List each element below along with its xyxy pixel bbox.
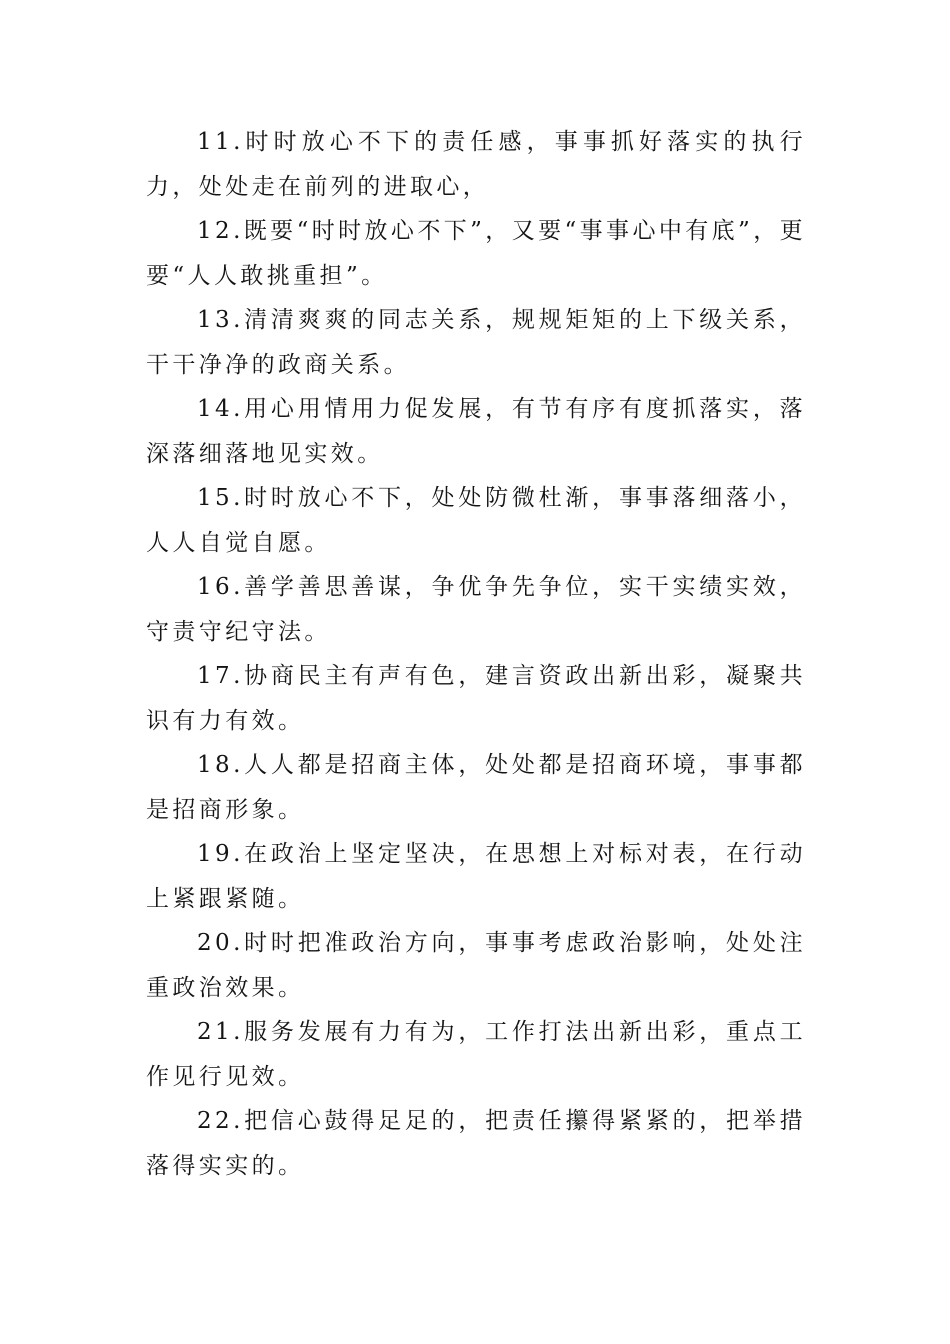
paragraph-17: 17.协商民主有声有色，建言资政出新出彩，凝聚共识有力有效。	[146, 663, 806, 734]
paragraph-11: 11.时时放心不下的责任感，事事抓好落实的执行力，处处走在前列的进取心，	[146, 129, 806, 200]
paragraph-15: 15.时时放心不下，处处防微杜渐，事事落细落小，人人自觉自愿。	[146, 485, 806, 556]
paragraph-21: 21.服务发展有力有为，工作打法出新出彩，重点工作见行见效。	[146, 1019, 806, 1090]
paragraph-14: 14.用心用情用力促发展，有节有序有度抓落实，落深落细落地见实效。	[146, 396, 806, 467]
paragraph-19: 19.在政治上坚定坚决，在思想上对标对表，在行动上紧跟紧随。	[146, 841, 806, 912]
paragraph-20: 20.时时把准政治方向，事事考虑政治影响，处处注重政治效果。	[146, 930, 806, 1001]
paragraph-22: 22.把信心鼓得足足的，把责任攥得紧紧的，把举措落得实实的。	[146, 1108, 806, 1179]
paragraph-12: 12.既要“时时放心不下”，又要“事事心中有底”，更要“人人敢挑重担”。	[146, 218, 807, 289]
paragraph-18: 18.人人都是招商主体，处处都是招商环境，事事都是招商形象。	[146, 752, 806, 823]
document-body	[146, 120, 806, 1188]
paragraph-13: 13.清清爽爽的同志关系，规规矩矩的上下级关系，干干净净的政商关系。	[146, 307, 806, 378]
paragraph-16: 16.善学善思善谋，争优争先争位，实干实绩实效，守责守纪守法。	[146, 574, 806, 645]
